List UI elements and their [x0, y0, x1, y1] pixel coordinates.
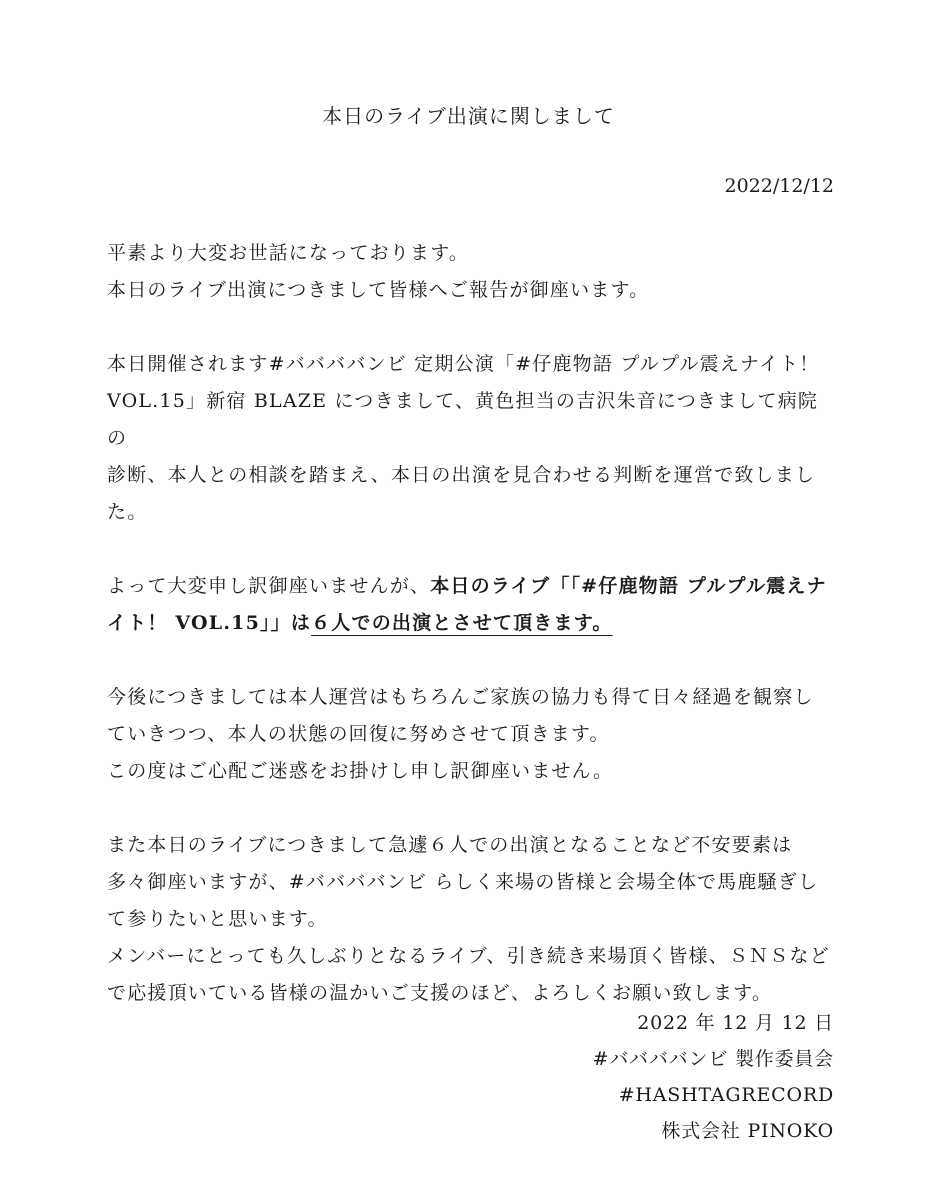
document-date: 2022/12/12 — [724, 175, 834, 197]
text-line — [107, 568, 837, 605]
text-line — [107, 605, 837, 642]
signature-company: 株式会社 PINOKO — [661, 1120, 834, 1142]
greeting-paragraph — [107, 235, 837, 309]
text-line: ていきつつ、本人の状態の回復に努めさせて頂きます。 — [107, 723, 610, 745]
text-line: また本日のライブにつきまして急遽６人での出演となることなど不安要素は — [107, 834, 793, 856]
text-line: 今後につきましては本人運営はもちろんご家族の協力も得て日々経過を観察し — [107, 686, 814, 708]
text-line: この度はご心配ご迷惑をお掛けし申し訳御座いません。 — [107, 760, 614, 782]
text-line: た。 — [107, 501, 148, 523]
text-line: 診断、本人との相談を踏まえ、本日の出演を見合わせる判断を運営で致しまし — [107, 464, 816, 486]
signature-block — [593, 1005, 834, 1149]
text-line: 本日のライブ出演につきまして皆様へご報告が御座います。 — [107, 279, 650, 301]
signature-label: #HASHTAGRECORD — [618, 1084, 834, 1106]
signature-committee: #ババババンビ 製作委員会 — [592, 1048, 834, 1070]
document-title: 本日のライブ出演に関しまして — [322, 104, 615, 128]
apology-bold-text: 本日のライブ「「#仔鹿物語 プルプル震えナ — [430, 575, 827, 597]
apology-bold-text: イト！ VOL.15」」は — [107, 612, 312, 634]
text-line: メンバーにとっても久しぶりとなるライブ、引き続き来場頂く皆様、ＳＮＳなど — [107, 945, 830, 967]
text-line: 多々御座いますが、#ババババンビ らしく来場の皆様と会場全体で馬鹿騒ぎし — [107, 871, 819, 893]
document-body — [107, 235, 837, 1049]
closing-paragraph — [107, 827, 837, 1012]
text-line: て参りたいと思います。 — [107, 908, 328, 930]
signature-date: 2022 年 12 月 12 日 — [637, 1012, 834, 1034]
announcement-paragraph — [107, 346, 837, 531]
text-line: VOL.15」新宿 BLAZE につきまして、黄色担当の吉沢朱音につきまして病院の — [107, 390, 819, 449]
text-line: 本日開催されます#ババババンビ 定期公演「#仔鹿物語 プルプル震えナイト！ — [107, 353, 820, 375]
future-paragraph — [107, 679, 837, 790]
apology-lead: よって大変申し訳御座いませんが、 — [107, 575, 431, 597]
apology-paragraph — [107, 568, 837, 642]
apology-underlined-text: ６人での出演とさせて頂きます。 — [311, 612, 613, 634]
text-line: で応援頂いている皆様の温かいご支援のほど、よろしくお願い致します。 — [107, 982, 773, 1004]
text-line: 平素より大変お世話になっております。 — [107, 242, 470, 264]
